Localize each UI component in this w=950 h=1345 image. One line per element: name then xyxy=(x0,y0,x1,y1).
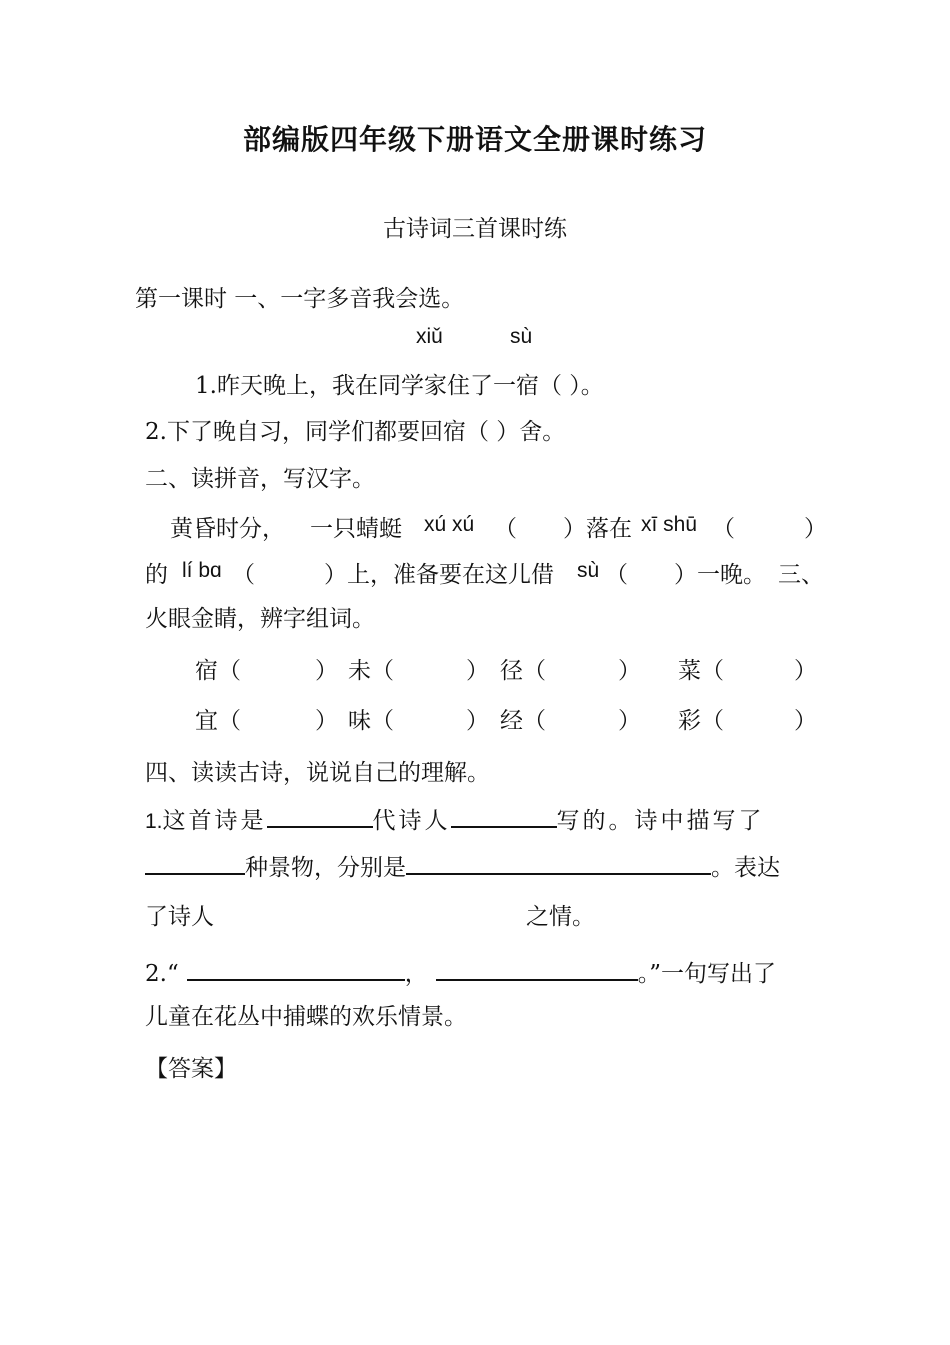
word-cell-7-open: 经（ xyxy=(500,708,546,734)
section2-heading: 二、读拼音，写汉字。 xyxy=(145,466,375,492)
q1-text-f: 了诗人 xyxy=(145,904,214,930)
section2-pinyin-su: sù xyxy=(577,559,600,582)
word-cell-1-open: 宿（ xyxy=(195,658,241,684)
section2-pinyin-xuxu: xú xú xyxy=(424,513,475,536)
section1-heading: 第一课时 一、一字多音我会选。 xyxy=(135,286,465,312)
word-cell-2-close: ） xyxy=(466,658,489,684)
section2-line2-text-b: （ ）上，准备要在这儿借 xyxy=(232,562,554,588)
q1-text-g: 之情。 xyxy=(526,904,595,930)
pinyin-xiu: xiǔ xyxy=(416,325,443,348)
q1-number: 1. xyxy=(145,810,163,833)
q1-text-b: 代诗人 xyxy=(372,808,451,834)
word-cell-8-close: ） xyxy=(794,708,817,734)
word-cell-5-close: ） xyxy=(315,708,338,734)
section2-line1-blank-b: （ ） xyxy=(712,516,827,542)
word-cell-6-close: ） xyxy=(466,708,489,734)
section4-question-2-line-1 xyxy=(145,955,776,988)
word-cell-4-close: ） xyxy=(794,658,817,684)
document-title: 部编版四年级下册语文全册课时练习 xyxy=(242,123,707,156)
section2-line1-text-b: 一只蜻蜓 xyxy=(310,516,402,542)
word-cell-3-open: 径（ xyxy=(500,658,546,684)
word-cell-3-close: ） xyxy=(618,658,641,684)
q1-blank-poet[interactable] xyxy=(451,804,557,828)
word-cell-6-open: 味（ xyxy=(348,708,394,734)
section4-heading: 四、读读古诗，说说自己的理解。 xyxy=(145,760,490,786)
q1-text-e: 。表达 xyxy=(711,855,780,881)
pinyin-su: sù xyxy=(510,325,533,348)
word-cell-8-open: 彩（ xyxy=(678,708,724,734)
section2-line2-text-c: （ ）一晚。 xyxy=(605,562,766,588)
word-cell-2-open: 未（ xyxy=(348,658,394,684)
q1-text-d: 种景物，分别是 xyxy=(245,855,406,881)
section2-line1-text-a: 黄昏时分， xyxy=(170,516,285,542)
section2-line2-text-a: 的 xyxy=(145,562,168,588)
word-cell-7-close: ） xyxy=(618,708,641,734)
section4-question-1-line-2 xyxy=(145,849,780,882)
q2-blank-2[interactable] xyxy=(436,957,638,981)
q1-blank-scenery[interactable] xyxy=(406,851,711,875)
section1-question-1: 1.昨天晚上，我在同学家住了一宿（ ）。 xyxy=(195,373,604,399)
section1-question-2: 2.下了晚自习，同学们都要回宿（ ）舍。 xyxy=(145,419,566,445)
word-cell-4-open: 菜（ xyxy=(678,658,724,684)
word-cell-5-open: 宜（ xyxy=(195,708,241,734)
section2-pinyin-xishu: xī shū xyxy=(641,513,698,536)
q1-text-a: 这首诗是 xyxy=(162,808,267,834)
q1-blank-dynasty[interactable] xyxy=(267,804,373,828)
section3-heading: 火眼金睛，辨字组词。 xyxy=(145,606,375,632)
section2-line1-blank-a: （ ）落在 xyxy=(494,516,632,542)
section3-number: 三、 xyxy=(778,562,824,588)
section4-question-2-line-2: 儿童在花丛中捕蝶的欢乐情景。 xyxy=(145,1004,467,1030)
q2-blank-1[interactable] xyxy=(187,957,405,981)
section2-pinyin-liba: lí bɑ xyxy=(182,559,222,582)
answer-heading: 【答案】 xyxy=(145,1056,237,1082)
lesson-subtitle: 古诗词三首课时练 xyxy=(383,216,567,242)
q2-close: 。”一句写出了 xyxy=(637,961,776,987)
q2-comma: ， xyxy=(404,961,428,987)
q1-blank-count[interactable] xyxy=(145,851,245,875)
q1-text-c: 写的。诗中描写了 xyxy=(556,808,765,834)
q2-open: 2.“ xyxy=(145,961,179,987)
section4-question-1-line-1 xyxy=(145,802,765,835)
word-cell-1-close: ） xyxy=(315,658,338,684)
